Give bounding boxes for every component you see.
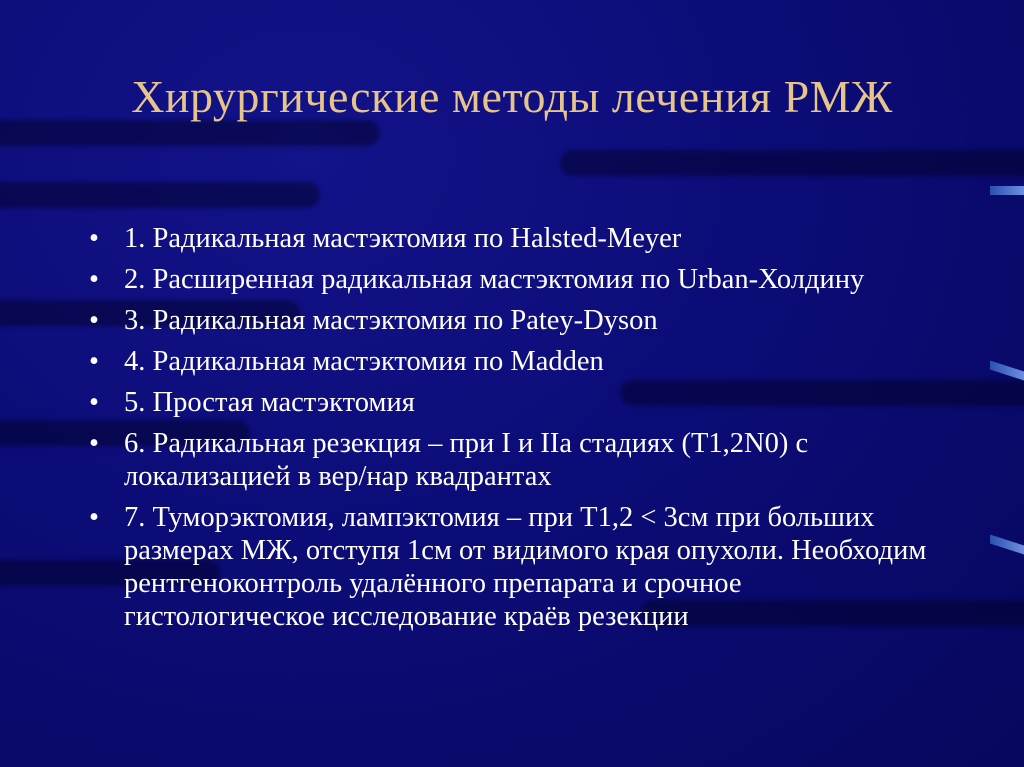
list-item (84, 263, 944, 296)
list-item (84, 345, 944, 378)
bullet-icon: • (89, 346, 99, 377)
bullet-icon: • (89, 305, 99, 336)
list-item-text: 5. Простая мастэктомия (124, 387, 415, 418)
bullet-list (84, 222, 944, 641)
list-item-text: 2. Расширенная радикальная мастэктомия по Urban-Холдину (124, 264, 865, 295)
list-item-text: 1. Радикальная мастэктомия по Halsted-Meyer (124, 223, 682, 254)
list-item (84, 304, 944, 337)
bullet-icon: • (89, 502, 99, 533)
accent-bar (990, 360, 1024, 380)
list-item-text: 7. Туморэктомия, лампэктомия – при Т1,2 < 3см при больших размерах МЖ, отступя 1см от видимого края опухоли. Необходим рентгеноконтроль удалённого препарата и срочное гистологическое исследование краёв резекции (124, 502, 927, 632)
list-item (84, 427, 944, 493)
background-stripe (0, 120, 380, 146)
bullet-icon: • (89, 223, 99, 254)
list-item (84, 386, 944, 419)
bullet-icon: • (89, 387, 99, 418)
slide-title: Хирургические методы лечения РМЖ (131, 71, 893, 122)
bullet-icon: • (89, 428, 99, 459)
list-item (84, 501, 944, 633)
list-item (84, 222, 944, 255)
background-stripe (0, 182, 320, 208)
accent-bar (990, 534, 1024, 554)
list-item-text: 4. Радикальная мастэктомия по Madden (124, 346, 604, 377)
list-item-text: 3. Радикальная мастэктомия по Patey-Dyson (124, 305, 658, 336)
background-stripe (560, 150, 1024, 176)
list-item-text: 6. Радикальная резекция – при I и IIa стадиях (T1,2N0) с локализацией в вер/нар квадрантах (124, 428, 809, 492)
bullet-icon: • (89, 264, 99, 295)
accent-bar (990, 186, 1024, 195)
